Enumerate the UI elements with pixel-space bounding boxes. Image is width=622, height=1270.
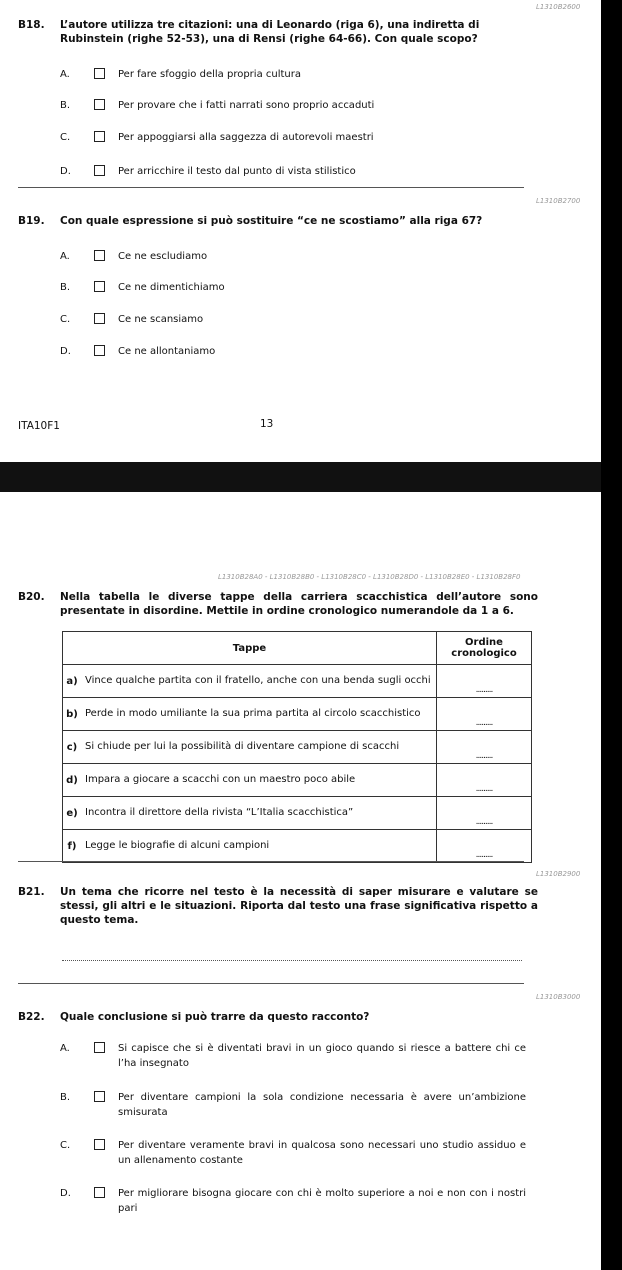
table-row xyxy=(63,665,532,698)
table-row xyxy=(63,797,532,830)
checkbox[interactable] xyxy=(94,1042,105,1053)
checkbox[interactable] xyxy=(94,1187,105,1198)
option-text: Per arricchire il testo dal punto di vista stilistico xyxy=(118,166,356,177)
option-text: Per fare sfoggio della propria cultura xyxy=(118,69,301,80)
option-letter: D. xyxy=(60,346,71,357)
table-row xyxy=(63,698,532,731)
option-letter: C. xyxy=(60,1140,71,1151)
option-letter: B. xyxy=(60,1092,71,1103)
checkbox[interactable] xyxy=(94,1091,105,1102)
row-text: Impara a giocare a scacchi con un maestro poco abile xyxy=(81,764,437,797)
option-text: Ce ne allontaniamo xyxy=(118,346,216,357)
row-text: Vince qualche partita con il fratello, anche con una benda sugli occhi xyxy=(81,665,437,698)
option-letter: A. xyxy=(60,251,70,262)
checkbox[interactable] xyxy=(94,345,105,356)
option-letter: A. xyxy=(60,69,70,80)
right-dark-border xyxy=(601,0,622,1270)
question-text: Quale conclusione si può trarre da questo racconto? xyxy=(60,1011,370,1023)
option-letter: B. xyxy=(60,282,71,293)
divider xyxy=(18,983,524,984)
question-text: Un tema che ricorre nel testo è la necessità di saper misurare e valutare se stessi, gli altri e le situazioni. Riporta dal testo una frase significativa rispetto a questo tema. xyxy=(60,886,538,926)
item-code: L1310B2600 xyxy=(536,3,581,11)
option-letter: C. xyxy=(60,132,71,143)
header-ordine: Ordine cronologico xyxy=(437,632,532,665)
order-blank[interactable]: ......... xyxy=(437,764,532,797)
row-label: d) xyxy=(63,764,82,797)
item-code: L1310B28A0 - L1310B28B0 - L1310B28C0 - L1310B28D0 - L1310B28E0 - L1310B28F0 xyxy=(218,573,521,581)
option-text: Ce ne escludiamo xyxy=(118,251,208,262)
option-text: Per provare che i fatti narrati sono proprio accaduti xyxy=(118,100,375,111)
row-text: Si chiude per lui la possibilità di diventare campione di scacchi xyxy=(81,731,437,764)
option-text: Per diventare campioni la sola condizione necessaria è avere un’ambizione smisurata xyxy=(118,1092,526,1118)
option-letter: D. xyxy=(60,1188,71,1199)
question-text: Con quale espressione si può sostituire “ce ne scostiamo” alla riga 67? xyxy=(60,215,483,227)
question-number: B21. xyxy=(18,886,45,898)
question-number: B22. xyxy=(18,1011,45,1023)
checkbox[interactable] xyxy=(94,1139,105,1150)
option-letter: A. xyxy=(60,1043,70,1054)
option-text: Per diventare veramente bravi in qualcosa sono necessari uno studio assiduo e un allenamento costante xyxy=(118,1140,526,1166)
checkbox[interactable] xyxy=(94,313,105,324)
tappe-table xyxy=(62,631,532,863)
order-blank[interactable]: ......... xyxy=(437,830,532,863)
row-label: b) xyxy=(63,698,82,731)
checkbox[interactable] xyxy=(94,281,105,292)
table-row xyxy=(63,764,532,797)
checkbox[interactable] xyxy=(94,68,105,79)
question-number: B20. xyxy=(18,591,45,603)
divider xyxy=(18,187,524,188)
row-label: a) xyxy=(63,665,82,698)
checkbox[interactable] xyxy=(94,131,105,142)
question-number: B18. xyxy=(18,19,45,31)
row-label: c) xyxy=(63,731,82,764)
page-gap-band xyxy=(0,462,601,492)
table-row xyxy=(63,731,532,764)
row-text: Legge le biografie di alcuni campioni xyxy=(81,830,437,863)
option-text: Per migliorare bisogna giocare con chi è molto superiore a noi e non con i nostri pari xyxy=(118,1188,526,1214)
option-text: Ce ne dimentichiamo xyxy=(118,282,225,293)
order-blank[interactable]: ......... xyxy=(437,698,532,731)
option-text: Per appoggiarsi alla saggezza di autorevoli maestri xyxy=(118,132,374,143)
option-letter: B. xyxy=(60,100,71,111)
row-label: e) xyxy=(63,797,82,830)
question-text: Nella tabella le diverse tappe della carriera scacchistica dell’autore sono presentate in disordine. Mettile in ordine cronologico numerandole da 1 a 6. xyxy=(60,591,538,617)
option-letter: D. xyxy=(60,166,71,177)
question-number: B19. xyxy=(18,215,45,227)
item-code: L1310B3000 xyxy=(536,993,581,1001)
booklet-code: ITA10F1 xyxy=(18,420,60,432)
option-letter: C. xyxy=(60,314,71,325)
row-text: Incontra il direttore della rivista “L’Italia scacchistica” xyxy=(81,797,437,830)
option-text: Ce ne scansiamo xyxy=(118,314,204,325)
divider xyxy=(18,861,524,862)
table-row xyxy=(63,830,532,863)
row-label: f) xyxy=(63,830,82,863)
row-text: Perde in modo umiliante la sua prima partita al circolo scacchistico xyxy=(81,698,437,731)
page-number: 13 xyxy=(260,418,274,430)
checkbox[interactable] xyxy=(94,250,105,261)
order-blank[interactable]: ......... xyxy=(437,665,532,698)
question-text: L’autore utilizza tre citazioni: una di Leonardo (riga 6), una indiretta di Rubinstein (righe 52-53), una di Rensi (righe 64-66). Con quale scopo? xyxy=(60,19,480,45)
option-text: Si capisce che si è diventati bravi in un gioco quando si riesce a battere chi ce l’ha insegnato xyxy=(118,1043,526,1069)
item-code: L1310B2900 xyxy=(536,870,581,878)
checkbox[interactable] xyxy=(94,99,105,110)
header-tappe: Tappe xyxy=(63,632,437,665)
answer-line[interactable] xyxy=(62,960,522,961)
order-blank[interactable]: ......... xyxy=(437,731,532,764)
item-code: L1310B2700 xyxy=(536,197,581,205)
order-blank[interactable]: ......... xyxy=(437,797,532,830)
checkbox[interactable] xyxy=(94,165,105,176)
